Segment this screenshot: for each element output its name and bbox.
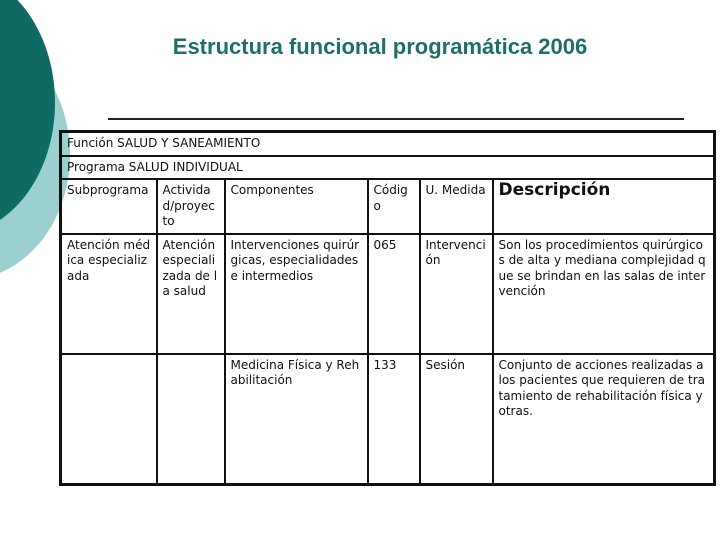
descripcion-cell: Son los procedimientos quirúrgicos de alta y mediana complejidad que se brindan en las salas de intervención	[493, 234, 715, 354]
program-structure-table	[59, 130, 716, 486]
title-underline	[108, 118, 684, 120]
actividad-cell: Atención especializada de la salud	[157, 234, 225, 354]
table-row	[61, 354, 715, 485]
codigo-cell: 133	[368, 354, 420, 485]
componente-cell: Medicina Física y Rehabilitación	[225, 354, 368, 485]
programa-row: Programa SALUD INDIVIDUAL	[61, 156, 715, 180]
subprograma-cell-continued	[61, 354, 157, 485]
header-subprograma: Subprograma	[61, 179, 157, 234]
subprograma-cell: Atención médica especializada	[61, 234, 157, 354]
table-row	[61, 234, 715, 354]
funcion-row: Función SALUD Y SANEAMIENTO	[61, 132, 715, 156]
actividad-cell-continued	[157, 354, 225, 485]
header-descripcion: Descripción	[493, 179, 715, 234]
header-componentes: Componentes	[225, 179, 368, 234]
header-codigo: Código	[368, 179, 420, 234]
header-row	[61, 179, 715, 234]
componente-cell: Intervenciones quirúrgicas, especialidades e intermedios	[225, 234, 368, 354]
descripcion-cell: Conjunto de acciones realizadas a los pacientes que requieren de tratamiento de rehabilitación física y otras.	[493, 354, 715, 485]
header-medida: U. Medida	[420, 179, 493, 234]
header-actividad: Actividad/proyecto	[157, 179, 225, 234]
codigo-cell: 065	[368, 234, 420, 354]
medida-cell: Sesión	[420, 354, 493, 485]
medida-cell: Intervención	[420, 234, 493, 354]
slide-title: Estructura funcional programática 2006	[172, 34, 588, 59]
